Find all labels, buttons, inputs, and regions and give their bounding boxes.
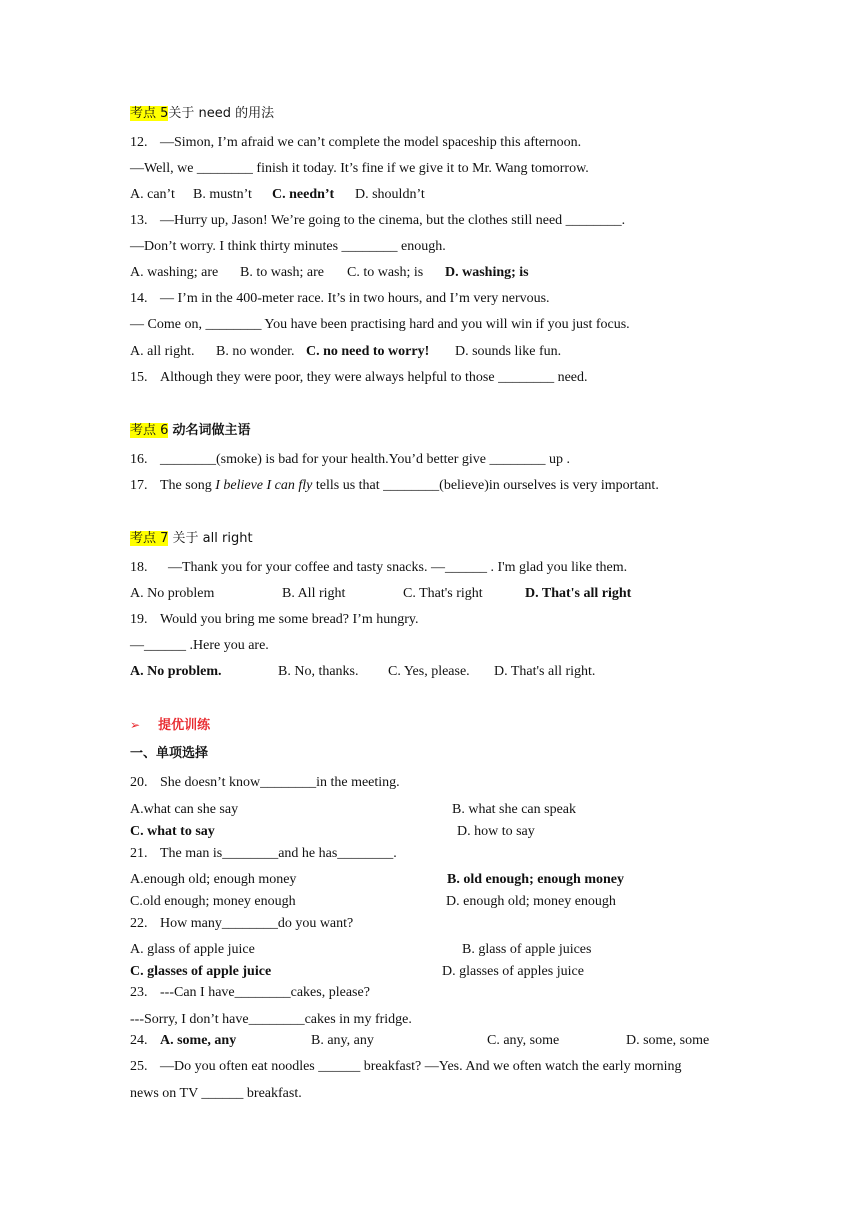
section-heading-7: [130, 530, 253, 548]
question-number: 23.: [130, 985, 148, 1000]
question-text: —Thank you for your coffee and tasty snacks. —______ . I'm glad you like them.: [168, 560, 628, 575]
option-d: D. sounds like fun.: [455, 344, 562, 359]
question-text: —Hurry up, Jason! We’re going to the cinema, but the clothes still need ________.: [160, 213, 626, 228]
option-c-answer: C. glasses of apple juice: [130, 964, 272, 979]
option-a: A.what can she say: [130, 802, 239, 817]
option-d: D. some, some: [626, 1033, 710, 1048]
question-number: 25.: [130, 1059, 148, 1074]
question-text: ________(smoke) is bad for your health.You’d better give ________ up .: [160, 452, 570, 467]
question-number: 16.: [130, 452, 148, 467]
option-a: A. glass of apple juice: [130, 942, 255, 957]
question-line: news on TV ______ breakfast.: [130, 1086, 302, 1101]
option-c: C. That's right: [403, 586, 483, 601]
section-heading-5: [130, 105, 274, 123]
question-text: [160, 477, 659, 495]
question-number: 19.: [130, 612, 148, 627]
question-line: —______ .Here you are.: [130, 638, 269, 653]
subsection-heading: 一、单项选择: [130, 746, 209, 761]
question-text: —Do you often eat noodles ______ breakfast? —Yes. And we often watch the early morning: [160, 1059, 682, 1074]
question-number: 20.: [130, 775, 148, 790]
song-title: I believe I can fly: [215, 478, 313, 493]
option-b: B. no wonder.: [216, 344, 295, 359]
question-line: — Come on, ________ You have been practising hard and you will win if you just focus.: [130, 317, 630, 332]
question-line: —Well, we ________ finish it today. It’s fine if we give it to Mr. Wang tomorrow.: [130, 161, 589, 176]
option-a: A. all right.: [130, 344, 195, 359]
option-a: A. washing; are: [130, 265, 219, 280]
option-b: B. any, any: [311, 1033, 374, 1048]
option-b: B. to wash; are: [240, 265, 324, 280]
option-c-answer: C. no need to worry!: [306, 344, 430, 359]
question-number: 14.: [130, 291, 148, 306]
option-d-answer: D. That's all right: [525, 586, 632, 601]
section-title: 动名词做主语: [172, 423, 251, 438]
option-d: D. That's all right.: [494, 664, 596, 679]
option-b: B. what she can speak: [452, 802, 577, 817]
option-d: D. enough old; money enough: [446, 894, 616, 909]
question-number: 22.: [130, 916, 148, 931]
section-heading-6: [130, 422, 251, 440]
question-text: How many________do you want?: [160, 916, 354, 931]
question-text: Although they were poor, they were always helpful to those ________ need.: [160, 370, 588, 385]
section-tag: 考点 6: [130, 423, 169, 438]
option-c: C. to wash; is: [347, 265, 424, 280]
question-text-post: tells us that ________(believe)in ourselves is very important.: [312, 478, 659, 493]
question-number: 12.: [130, 135, 148, 150]
option-b-answer: B. old enough; enough money: [447, 872, 624, 887]
option-d-answer: D. washing; is: [445, 265, 529, 280]
question-text: Would you bring me some bread? I’m hungry.: [160, 612, 419, 627]
option-a: A.enough old; enough money: [130, 872, 297, 887]
question-number: 21.: [130, 846, 148, 861]
section-tag: 考点 7: [130, 531, 169, 546]
option-b: B. mustn’t: [193, 187, 252, 202]
question-text: The man is________and he has________.: [160, 846, 397, 861]
option-b: B. glass of apple juices: [462, 942, 592, 957]
option-b: B. All right: [282, 586, 346, 601]
question-text: She doesn’t know________in the meeting.: [160, 775, 400, 790]
option-d: D. shouldn’t: [355, 187, 425, 202]
section-title: 关于 need 的用法: [168, 106, 275, 121]
option-d: D. glasses of apples juice: [442, 964, 584, 979]
option-c: C.old enough; money enough: [130, 894, 296, 909]
question-text-pre: The song: [160, 478, 216, 493]
option-c-answer: C. needn’t: [272, 187, 335, 202]
question-text: —Simon, I’m afraid we can’t complete the model spaceship this afternoon.: [160, 135, 582, 150]
section-tag: 考点 5: [130, 106, 169, 121]
question-number: 24.: [130, 1033, 148, 1048]
option-a: A. No problem: [130, 586, 215, 601]
section-title: 关于 all right: [172, 531, 253, 546]
question-number: 13.: [130, 213, 148, 228]
option-c: C. any, some: [487, 1033, 560, 1048]
question-line: ---Sorry, I don’t have________cakes in my fridge.: [130, 1012, 412, 1027]
option-a-answer: A. No problem.: [130, 664, 222, 679]
arrow-bullet-icon: ➢: [130, 718, 141, 732]
option-c: C. Yes, please.: [388, 664, 470, 679]
option-a-answer: A. some, any: [160, 1033, 237, 1048]
question-number: 15.: [130, 370, 148, 385]
advanced-heading: [130, 716, 210, 735]
option-a: A. can’t: [130, 187, 175, 202]
question-text: — I’m in the 400-meter race. It’s in two hours, and I’m very nervous.: [160, 291, 550, 306]
option-b: B. No, thanks.: [278, 664, 359, 679]
question-line: —Don’t worry. I think thirty minutes ________ enough.: [130, 239, 446, 254]
option-c-answer: C. what to say: [130, 824, 215, 839]
option-d: D. how to say: [457, 824, 535, 839]
question-text: ---Can I have________cakes, please?: [160, 985, 370, 1000]
question-number: 17.: [130, 478, 148, 493]
advanced-title: 提优训练: [158, 718, 211, 733]
question-number: 18.: [130, 560, 148, 575]
